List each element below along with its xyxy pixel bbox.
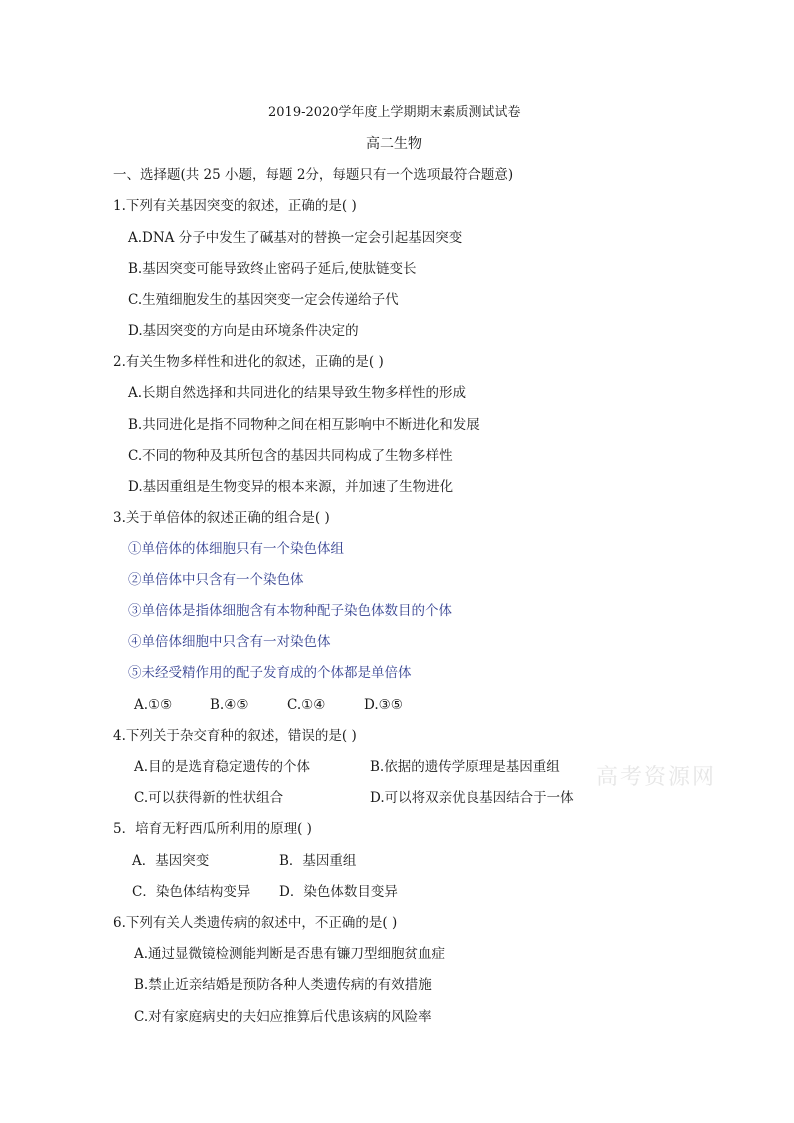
question-1-option-b: B.基因突变可能导致终止密码子延后,使肽链变长 [128, 261, 417, 277]
question-2-option-a: A.长期自然选择和共同进化的结果导致生物多样性的形成 [128, 385, 467, 401]
question-4-option-b: B.依据的遗传学原理是基因重组 [370, 759, 560, 775]
question-3-statement-3: ③单倍体是指体细胞含有本物种配子染色体数目的个体 [128, 603, 452, 619]
question-6-option-a: A.通过显微镜检测能判断是否患有镰刀型细胞贫血症 [134, 946, 446, 962]
question-4-option-c: C.可以获得新的性状组合 [134, 790, 284, 806]
question-3-option-c: C.①④ [287, 697, 326, 713]
exam-title: 2019-2020学年度上学期期末素质测试试卷 [268, 105, 521, 120]
question-6-option-b: B.禁止近亲结婚是预防各种人类遗传病的有效措施 [134, 977, 432, 993]
question-5-option-d: D．染色体数目变异 [279, 884, 398, 900]
question-4-stem: 4.下列关于杂交育种的叙述，错误的是( ) [113, 728, 357, 744]
question-3-option-d: D.③⑤ [364, 697, 403, 713]
question-5-option-b: B．基因重组 [279, 853, 357, 869]
question-4-option-d: D.可以将双亲优良基因结合于一体 [370, 790, 574, 806]
question-2-option-b: B.共同进化是指不同物种之间在相互影响中不断进化和发展 [128, 417, 480, 433]
question-3-statement-2: ②单倍体中只含有一个染色体 [128, 572, 304, 588]
question-1-option-a: A.DNA 分子中发生了碱基对的替换一定会引起基因突变 [128, 230, 463, 246]
watermark: 高考资源网 [596, 765, 717, 790]
question-5-option-a: A．基因突变 [132, 853, 210, 869]
question-5-option-c: C．染色体结构变异 [132, 884, 251, 900]
question-3-statement-1: ①单倍体的体细胞只有一个染色体组 [128, 541, 344, 557]
section-heading: 一、选择题(共 25 小题，每题 2分，每题只有一个选项最符合题意) [113, 167, 514, 183]
question-5-stem: 5．培育无籽西瓜所利用的原理( ) [113, 821, 312, 837]
question-3-stem: 3.关于单倍体的叙述正确的组合是( ) [113, 510, 330, 526]
question-2-stem: 2.有关生物多样性和进化的叙述，正确的是( ) [113, 354, 384, 370]
question-1-option-d: D.基因突变的方向是由环境条件决定的 [128, 323, 359, 339]
question-2-option-d: D.基因重组是生物变异的根本来源，并加速了生物进化 [128, 479, 454, 495]
question-3-option-a: A.①⑤ [134, 697, 173, 713]
question-2-option-c: C.不同的物种及其所包含的基因共同构成了生物多样性 [128, 448, 453, 464]
question-3-option-b: B.④⑤ [210, 697, 249, 713]
question-4-option-a: A.目的是选育稳定遗传的个体 [134, 759, 311, 775]
question-1-stem: 1.下列有关基因突变的叙述，正确的是( ) [113, 198, 357, 214]
question-6-stem: 6.下列有关人类遗传病的叙述中，不正确的是( ) [113, 915, 398, 931]
question-3-statement-5: ⑤未经受精作用的配子发育成的个体都是单倍体 [128, 665, 412, 681]
question-6-option-c: C.对有家庭病史的夫妇应推算后代患该病的风险率 [134, 1009, 432, 1025]
exam-subject: 高二生物 [366, 136, 422, 152]
question-3-statement-4: ④单倍体细胞中只含有一对染色体 [128, 634, 331, 650]
question-1-option-c: C.生殖细胞发生的基因突变一定会传递给子代 [128, 292, 399, 308]
